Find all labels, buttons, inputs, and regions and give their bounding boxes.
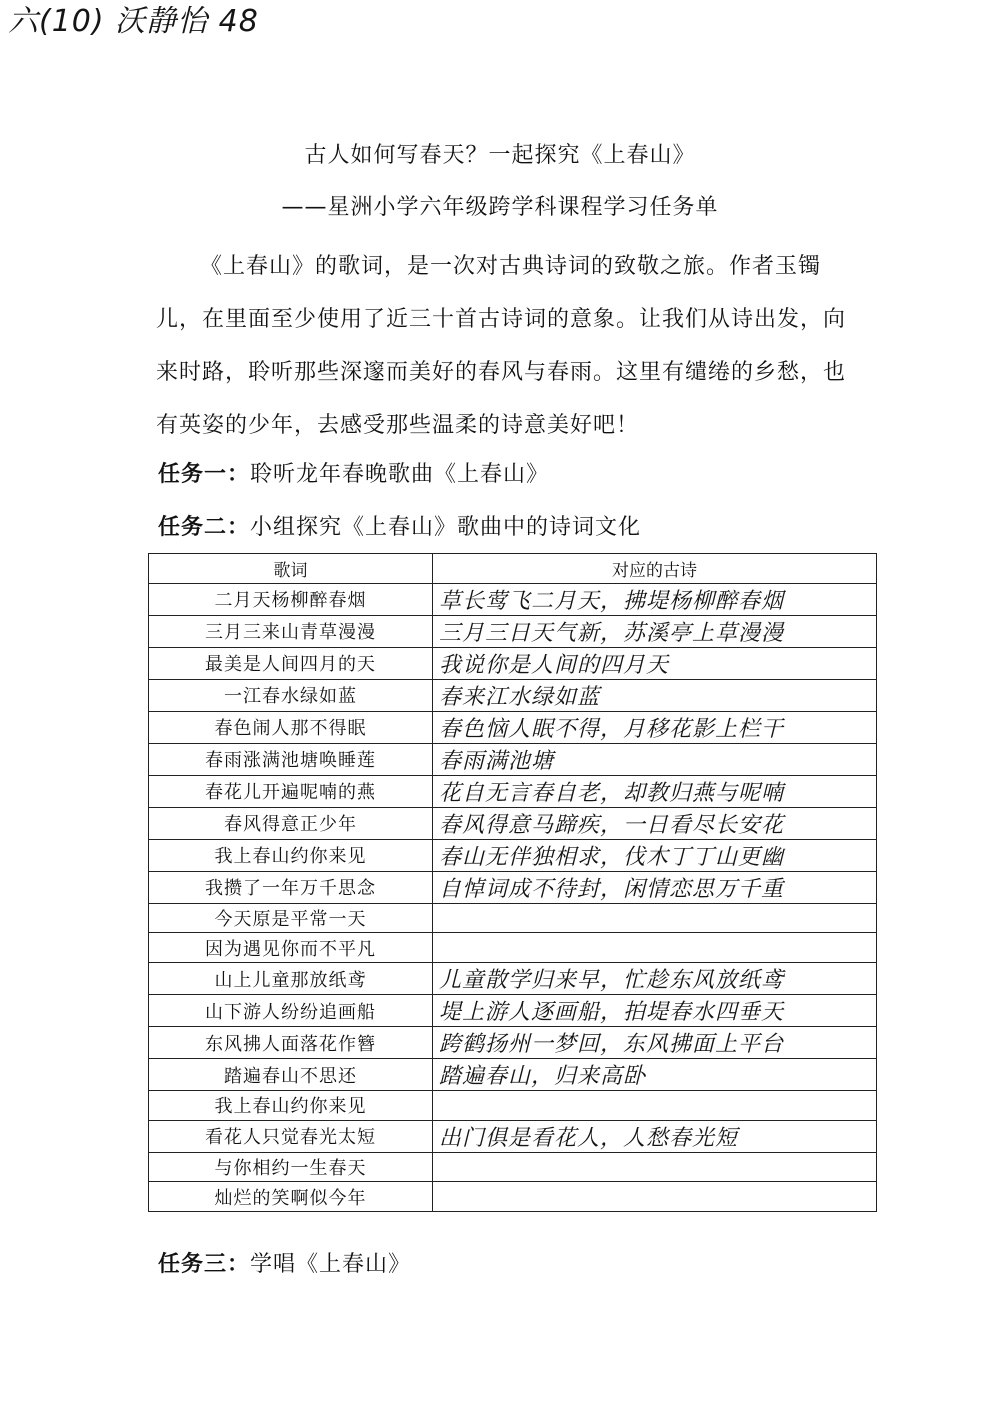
poem-cell: 春风得意马蹄疾，一日看尽长安花	[433, 807, 877, 839]
poem-cell: 春来江水绿如蓝	[433, 679, 877, 711]
poem-cell	[433, 1152, 877, 1182]
table-row	[149, 1059, 877, 1091]
table-header-row	[149, 554, 877, 584]
lyric-cell: 东风拂人面落花作簪	[149, 1027, 433, 1059]
poem-cell	[433, 1091, 877, 1121]
table-row	[149, 1091, 877, 1121]
poem-cell: 儿童散学归来早，忙趁东风放纸鸢	[433, 963, 877, 995]
table-row	[149, 1120, 877, 1152]
poem-cell: 花自无言春自老，却教归燕与呢喃	[433, 775, 877, 807]
table-row	[149, 1027, 877, 1059]
poem-cell: 跨鹤扬州一梦回，东风拂面上平台	[433, 1027, 877, 1059]
lyric-cell: 我上春山约你来见	[149, 839, 433, 871]
lyric-cell: 最美是人间四月的天	[149, 647, 433, 679]
poem-cell: 春雨满池塘	[433, 743, 877, 775]
poem-cell: 春色恼人眠不得，月移花影上栏干	[433, 711, 877, 743]
poem-cell: 出门俱是看花人，人愁春光短	[433, 1120, 877, 1152]
lyric-cell: 与你相约一生春天	[149, 1152, 433, 1182]
lyric-cell: 看花人只觉春光太短	[149, 1120, 433, 1152]
poem-cell	[433, 903, 877, 933]
task-one-text: 聆听龙年春晚歌曲《上春山》	[250, 462, 550, 487]
task-three-text: 学唱《上春山》	[250, 1252, 412, 1277]
lyric-cell: 春风得意正少年	[149, 807, 433, 839]
lyric-cell: 春花儿开遍呢喃的燕	[149, 775, 433, 807]
lyric-cell: 二月天杨柳醉春烟	[149, 583, 433, 615]
table-row	[149, 1152, 877, 1182]
table-row	[149, 871, 877, 903]
table-row	[149, 807, 877, 839]
poem-cell: 草长莺飞二月天，拂堤杨柳醉春烟	[433, 583, 877, 615]
lyric-cell: 山下游人纷纷追画船	[149, 995, 433, 1027]
lyric-cell: 一江春水绿如蓝	[149, 679, 433, 711]
lyric-cell: 灿烂的笑啊似今年	[149, 1182, 433, 1212]
table-row	[149, 615, 877, 647]
task-three	[158, 1250, 411, 1280]
poem-cell: 踏遍春山，归来高卧	[433, 1059, 877, 1091]
lyric-cell: 因为遇见你而不平凡	[149, 933, 433, 963]
lyrics-poem-table	[148, 553, 877, 1212]
lyric-cell: 三月三来山青草漫漫	[149, 615, 433, 647]
lyric-cell: 山上儿童那放纸鸢	[149, 963, 433, 995]
lyric-cell: 今天原是平常一天	[149, 903, 433, 933]
task-one	[158, 460, 549, 490]
header-lyrics: 歌词	[149, 554, 433, 584]
table-row	[149, 995, 877, 1027]
table-row	[149, 933, 877, 963]
poem-cell: 我说你是人间的四月天	[433, 647, 877, 679]
intro-paragraph: 《上春山》的歌词，是一次对古典诗词的致敬之旅。作者玉镯儿，在里面至少使用了近三十首古诗词的意象。让我们从诗出发，向来时路，聆听那些深邃而美好的春风与春雨。这里有缱绻的乡愁，也有英姿的少年，去感受那些温柔的诗意美好吧！	[156, 254, 847, 438]
task-two-label: 任务二：	[158, 515, 251, 540]
poem-cell: 自悼词成不待封，闲情恋思万千重	[433, 871, 877, 903]
task-one-label: 任务一：	[158, 462, 251, 487]
task-two-text: 小组探究《上春山》歌曲中的诗词文化	[250, 515, 642, 540]
table-row	[149, 583, 877, 615]
table-row	[149, 679, 877, 711]
table-row	[149, 903, 877, 933]
task-two	[158, 513, 641, 543]
poem-cell: 堤上游人逐画船，拍堤春水四垂天	[433, 995, 877, 1027]
poem-cell	[433, 933, 877, 963]
lyric-cell: 我攒了一年万千思念	[149, 871, 433, 903]
document-subtitle: ——星洲小学六年级跨学科课程学习任务单	[281, 195, 719, 220]
lyric-cell: 春色闹人那不得眠	[149, 711, 433, 743]
lyric-cell: 春雨涨满池塘唤睡莲	[149, 743, 433, 775]
handwritten-name-note: 六(10) 沃静怡 48	[8, 4, 259, 39]
lyric-cell: 踏遍春山不思还	[149, 1059, 433, 1091]
poem-cell	[433, 1182, 877, 1212]
table-row	[149, 775, 877, 807]
table-row	[149, 743, 877, 775]
table-row	[149, 711, 877, 743]
task-three-label: 任务三：	[158, 1252, 251, 1277]
document-title: 古人如何写春天？一起探究《上春山》	[304, 143, 696, 168]
table-row	[149, 1182, 877, 1212]
table-row	[149, 839, 877, 871]
lyric-cell: 我上春山约你来见	[149, 1091, 433, 1121]
poem-cell: 三月三日天气新，苏溪亭上草漫漫	[433, 615, 877, 647]
header-poems: 对应的古诗	[433, 554, 877, 584]
table-row	[149, 963, 877, 995]
table-row	[149, 647, 877, 679]
poem-cell: 春山无伴独相求，伐木丁丁山更幽	[433, 839, 877, 871]
